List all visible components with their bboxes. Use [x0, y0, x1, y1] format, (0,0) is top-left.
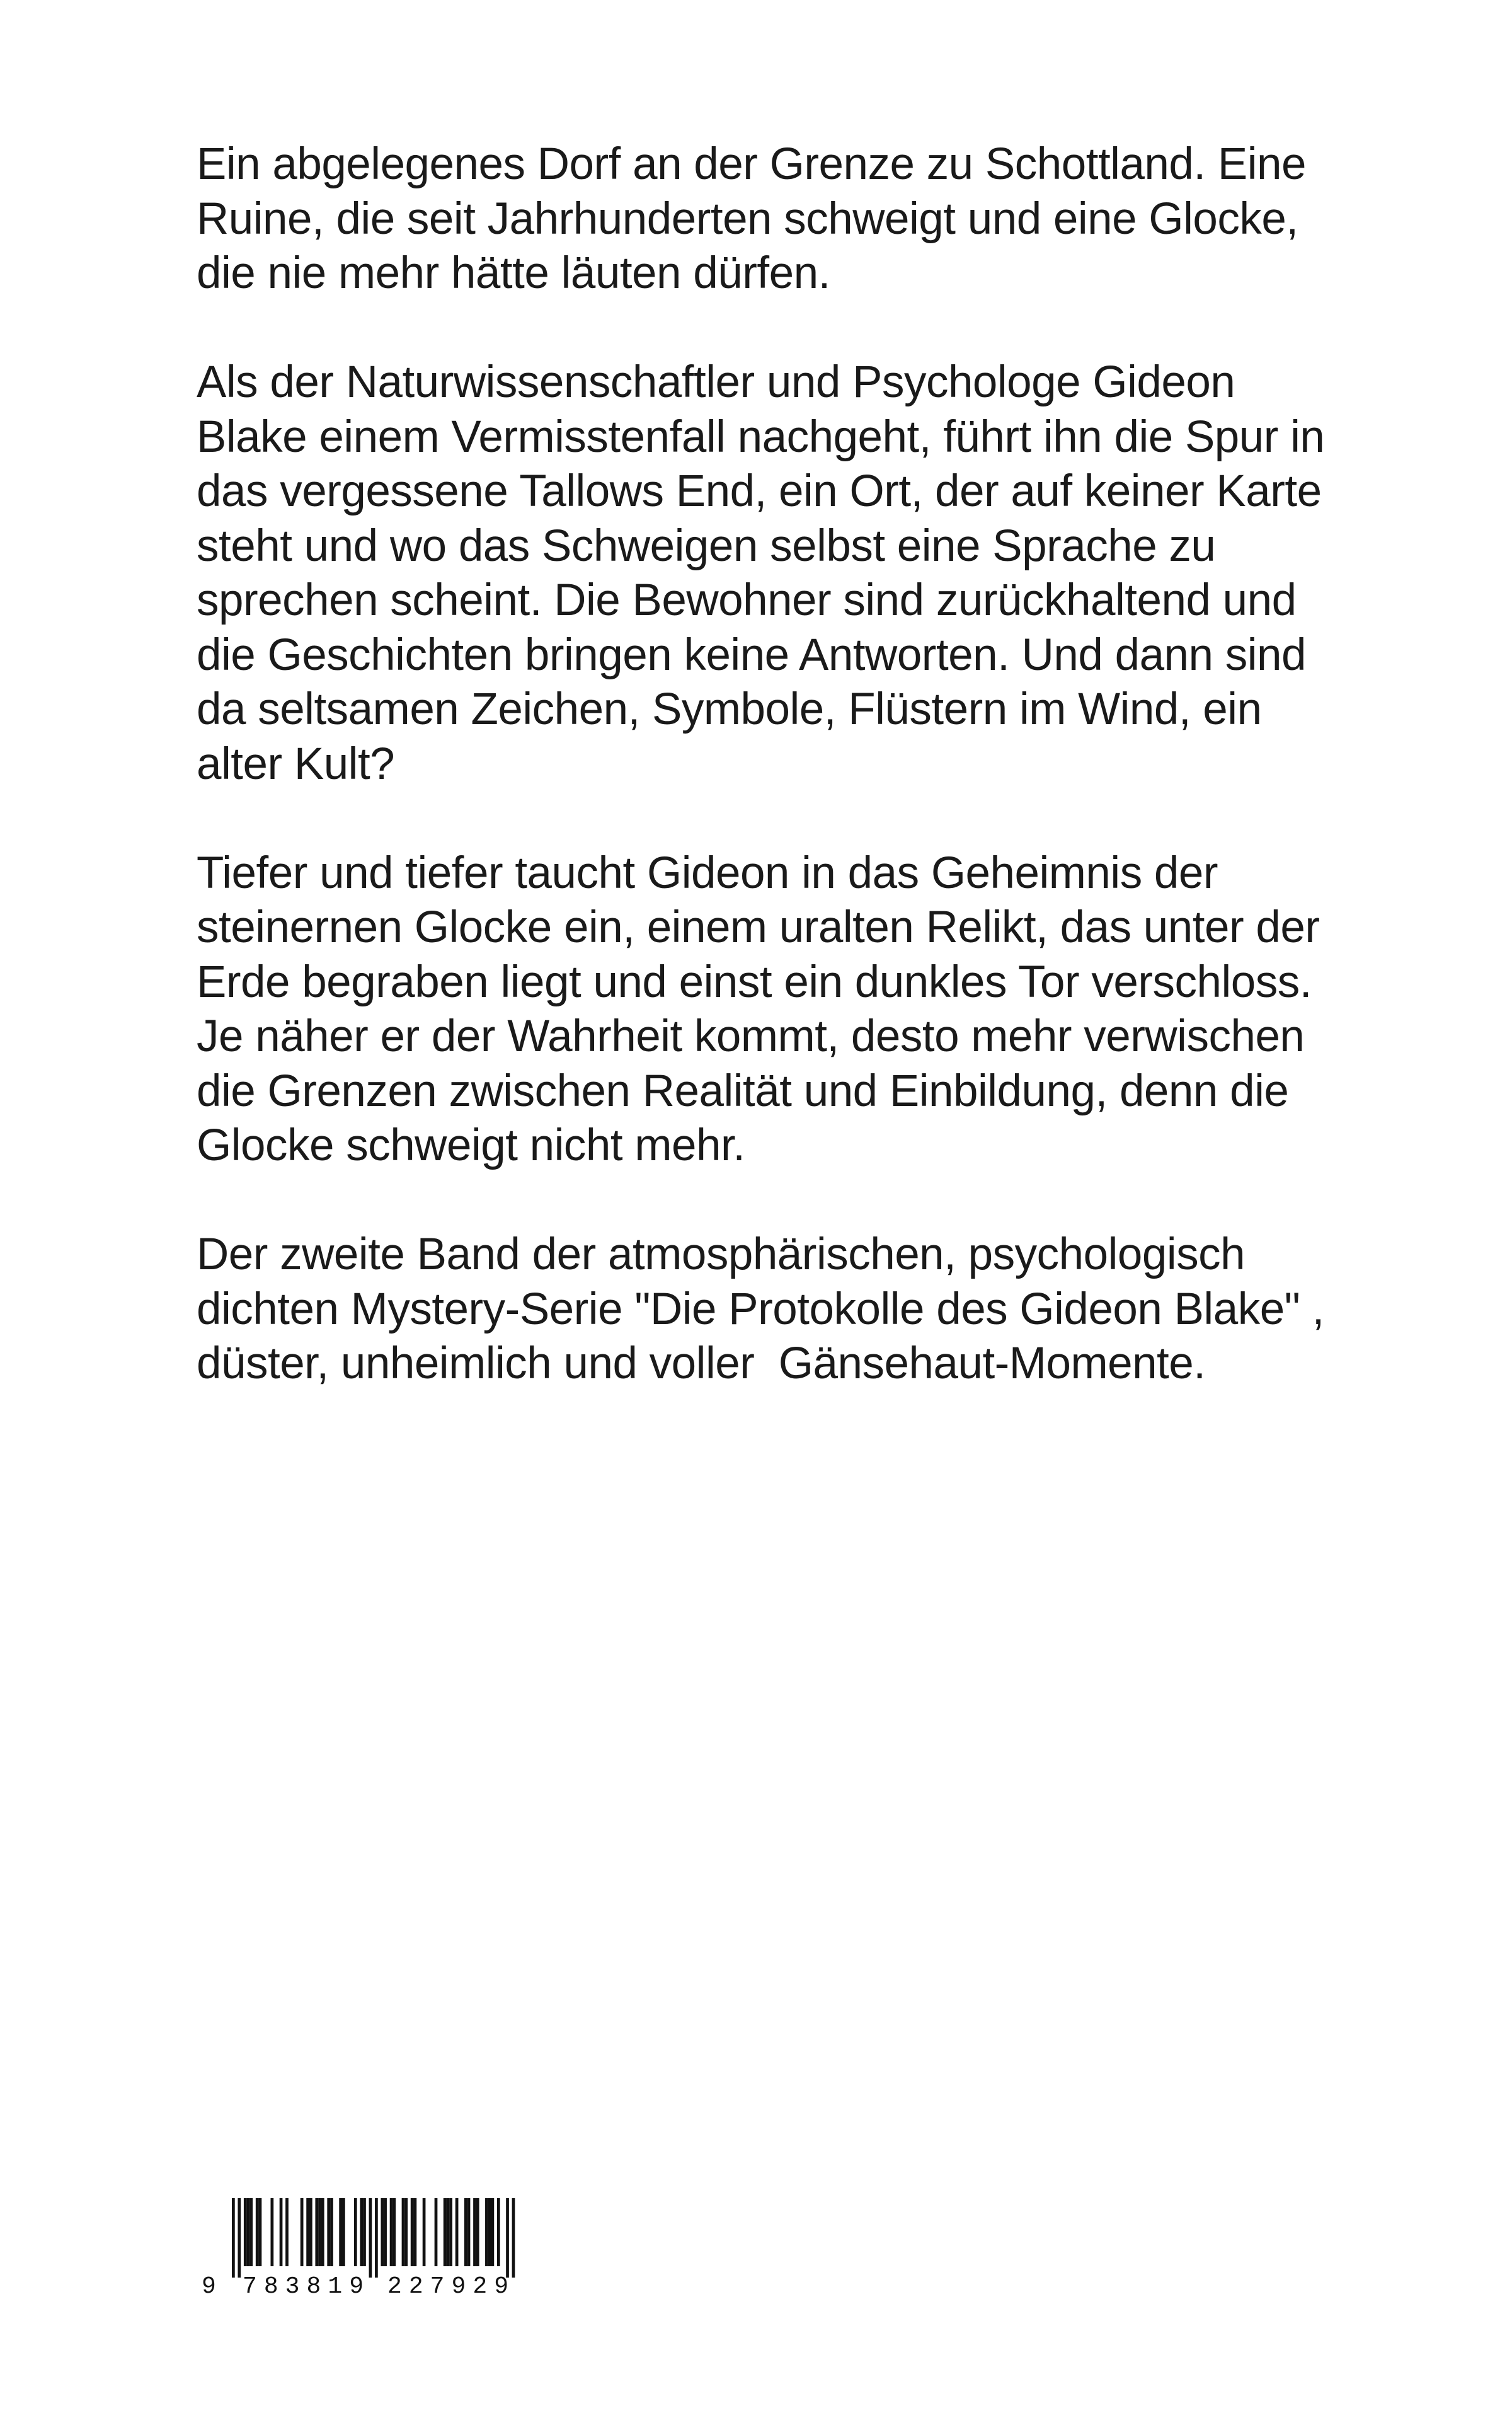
barcode-bar	[249, 2198, 253, 2266]
barcode-bar	[259, 2198, 262, 2266]
barcode-bar	[447, 2198, 450, 2266]
blurb-line: Der zweite Band der atmosphärischen, psychologisch	[197, 1230, 1246, 1279]
blurb-line: Glocke schweigt nicht mehr.	[197, 1121, 745, 1170]
blurb-line: düster, unheimlich und voller Gänsehaut-Momente.	[197, 1339, 1206, 1388]
barcode-bar	[464, 2198, 467, 2266]
blurb-line: steinernen Glocke ein, einem uralten Relikt, das unter der	[197, 902, 1320, 952]
barcode-bar	[476, 2198, 479, 2266]
barcode-guard-bar	[238, 2198, 241, 2278]
barcode-bar	[244, 2198, 247, 2266]
blurb-paragraph-4	[197, 1228, 1394, 1392]
barcode-guard-bar	[512, 2198, 515, 2278]
barcode-bar	[414, 2198, 417, 2266]
blurb-line: die Geschichten bringen keine Antworten. Und dann sind	[197, 630, 1307, 680]
isbn-barcode	[200, 2198, 541, 2299]
barcode-bar	[467, 2198, 471, 2266]
barcode-guard-bar	[506, 2198, 509, 2278]
barcode-bars	[232, 2198, 515, 2278]
barcode-bar	[402, 2198, 405, 2266]
barcode-bar	[444, 2198, 447, 2266]
barcode-bar	[390, 2198, 393, 2266]
blurb-paragraph-2	[197, 355, 1394, 792]
barcode-bar	[315, 2198, 318, 2266]
barcode-graphic	[200, 2198, 541, 2299]
blurb-line: steht und wo das Schweigen selbst eine Sprache zu	[197, 521, 1216, 571]
barcode-bar	[330, 2198, 333, 2266]
barcode-bar	[360, 2198, 363, 2266]
barcode-bar	[392, 2198, 396, 2266]
blurb-line: die nie mehr hätte läuten dürfen.	[197, 248, 830, 298]
blurb-line: Je näher er der Wahrheit kommt, desto mehr verwischen	[197, 1011, 1305, 1061]
barcode-bar	[473, 2198, 476, 2266]
barcode-bar	[435, 2198, 438, 2266]
barcode-bar	[256, 2198, 259, 2266]
barcode-bar	[423, 2198, 426, 2266]
barcode-bar	[309, 2198, 312, 2266]
barcode-guard-bar	[369, 2198, 372, 2278]
barcode-bar	[339, 2198, 342, 2266]
blurb-line: die Grenzen zwischen Realität und Einbildung, denn die	[197, 1066, 1289, 1116]
barcode-digits-right: 227929	[387, 2273, 508, 2299]
barcode-guard-bar	[232, 2198, 235, 2278]
barcode-bar	[270, 2198, 273, 2266]
blurb-line: Blake einem Vermisstenfall nachgeht, führt ihn die Spur in	[197, 412, 1325, 462]
blurb-line: Als der Naturwissenschaftler und Psychologe Gideon	[197, 357, 1235, 407]
barcode-bar	[318, 2198, 321, 2266]
barcode-bar	[384, 2198, 387, 2266]
barcode-bar	[301, 2198, 304, 2266]
blurb-paragraph-3	[197, 846, 1394, 1173]
barcode-bar	[491, 2198, 495, 2266]
barcode-bar	[381, 2198, 384, 2266]
blurb-line: da seltsamen Zeichen, Symbole, Flüstern im Wind, ein	[197, 684, 1262, 734]
barcode-bar	[285, 2198, 289, 2266]
blurb-line: das vergessene Tallows End, ein Ort, der auf keiner Karte	[197, 466, 1322, 516]
barcode-bar	[363, 2198, 366, 2266]
barcode-guard-bar	[375, 2198, 378, 2278]
barcode-bar	[247, 2198, 250, 2266]
barcode-bar	[497, 2198, 500, 2266]
barcode-bar	[327, 2198, 330, 2266]
barcode-bar	[449, 2198, 452, 2266]
blurb-line: Tiefer und tiefer taucht Gideon in das Geheimnis der	[197, 848, 1218, 898]
barcode-bar	[485, 2198, 488, 2266]
barcode-digits-left: 783819	[243, 2273, 364, 2299]
barcode-bar	[411, 2198, 414, 2266]
barcode-bar	[488, 2198, 491, 2266]
blurb-paragraph-1	[197, 137, 1394, 301]
barcode-bar	[280, 2198, 283, 2266]
blurb-line: sprechen scheint. Die Bewohner sind zurückhaltend und	[197, 575, 1297, 625]
barcode-bar	[354, 2198, 357, 2266]
barcode-bar	[306, 2198, 309, 2266]
blurb-line: alter Kult?	[197, 739, 395, 789]
back-cover-blurb	[197, 137, 1394, 1446]
blurb-line: Ruine, die seit Jahrhunderten schweigt und eine Glocke,	[197, 193, 1298, 244]
barcode-bar	[321, 2198, 324, 2266]
barcode-bar	[342, 2198, 345, 2266]
blurb-line: dichten Mystery-Serie "Die Protokolle des Gideon Blake" ,	[197, 1284, 1324, 1334]
barcode-bar	[455, 2198, 459, 2266]
blurb-line: Ein abgelegenes Dorf an der Grenze zu Schottland. Eine	[197, 139, 1306, 189]
barcode-digit-first: 9	[202, 2273, 216, 2299]
blurb-line: Erde begraben liegt und einst ein dunkles Tor verschloss.	[197, 957, 1312, 1007]
barcode-bar	[404, 2198, 408, 2266]
